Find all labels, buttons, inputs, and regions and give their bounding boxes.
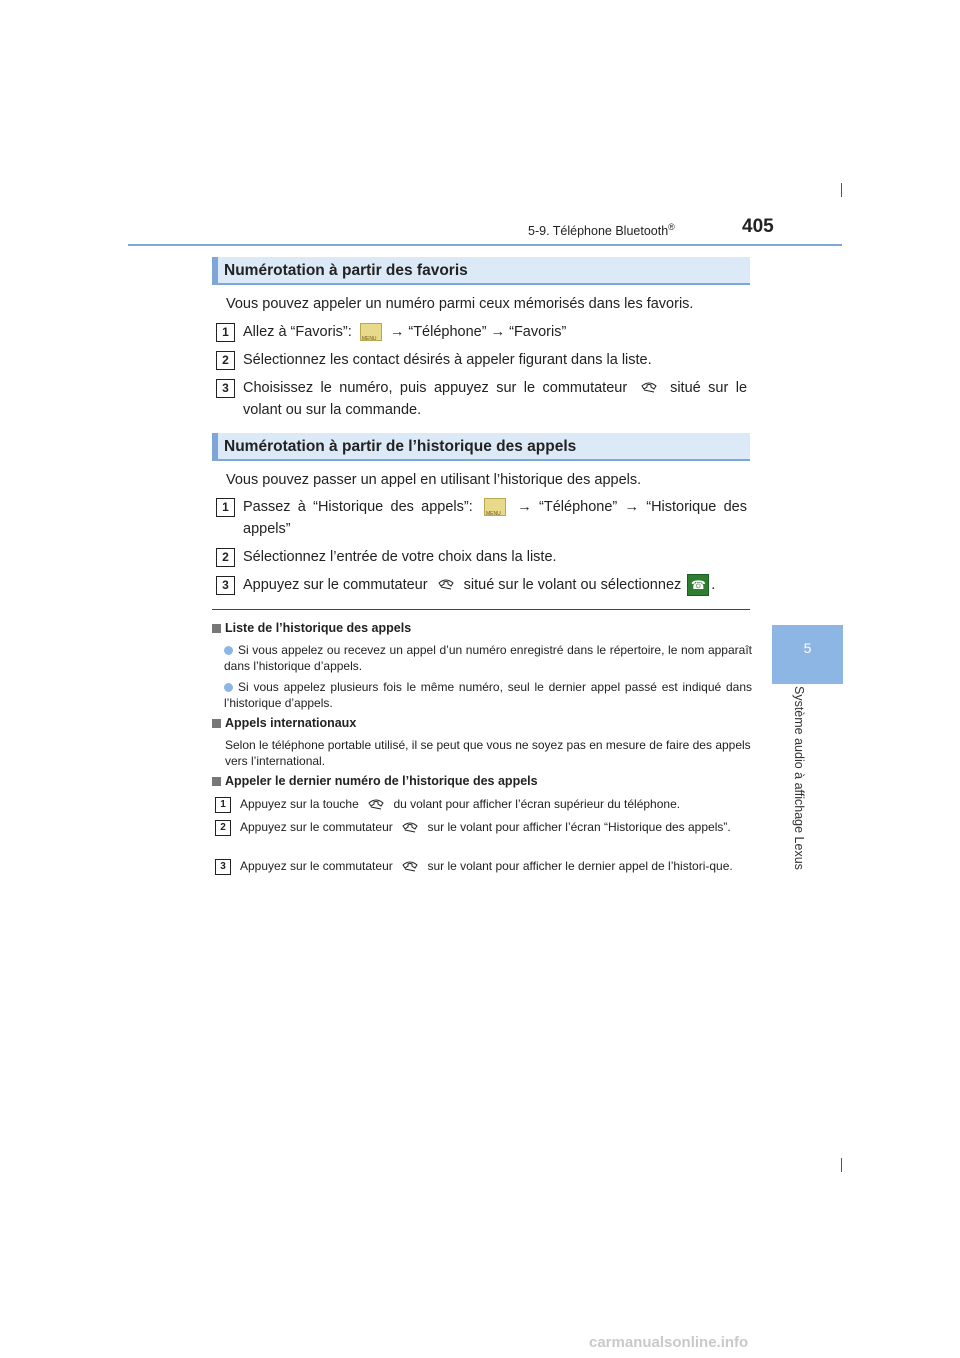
header-rule — [128, 244, 842, 246]
bullet-icon — [224, 683, 233, 692]
step-text: Appuyez sur la touche du volant pour afficher l’écran supérieur du téléphone. — [240, 797, 681, 811]
note-paragraph: Selon le téléphone portable utilisé, il se peut que vous ne soyez pas en mesure de faire des appels vers l’international. — [225, 738, 751, 768]
step-text: Choisissez le numéro, puis appuyez sur le commutateur situé sur le volant ou sur la commande. — [243, 380, 748, 418]
crop-mark-bottom — [841, 1158, 842, 1172]
step-text: Sélectionnez les contact désirés à appeler figurant dans la liste. — [243, 352, 652, 368]
step-number: 3 — [216, 379, 235, 398]
section-heading: Numérotation à partir de l’historique des appels — [212, 433, 750, 461]
note-bullet: Si vous appelez plusieurs fois le même numéro, seul le dernier appel passé est indiqué dans l’historique d’appels. — [224, 680, 752, 710]
step-text: Sélectionnez l’entrée de votre choix dans la liste. — [243, 549, 557, 565]
square-bullet-icon — [212, 777, 221, 786]
step-number: 2 — [216, 548, 235, 567]
note-heading: Appels internationaux — [212, 716, 356, 730]
step-number: 3 — [215, 859, 231, 875]
section-intro: Vous pouvez appeler un numéro parmi ceux mémorisés dans les favoris. — [226, 296, 694, 312]
notes-divider — [212, 609, 750, 610]
section-heading-bar — [212, 433, 218, 461]
watermark: carmanualsonline.info — [589, 1334, 749, 1351]
note-heading: Appeler le dernier numéro de l’historique des appels — [212, 774, 538, 788]
phone-switch-icon — [641, 382, 657, 394]
chapter-title: 5-9. Téléphone Bluetooth® — [528, 222, 675, 239]
step-text: Appuyez sur le commutateur sur le volant pour afficher l’écran “Historique des appels”. — [240, 820, 731, 834]
step-text: Passez à “Historique des appels”: MENU → “Téléphone” → “Historique des appels” — [243, 496, 747, 540]
call-button-icon: ☎ — [687, 574, 709, 596]
step-text: Appuyez sur le commutateur situé sur le volant ou sélectionnez ☎ . — [243, 574, 747, 596]
step-number: 2 — [215, 820, 231, 836]
step-number: 2 — [216, 351, 235, 370]
side-tab-number: 5 — [803, 640, 812, 656]
phone-switch-icon — [402, 822, 418, 834]
menu-icon — [484, 498, 506, 516]
menu-icon — [360, 323, 382, 341]
step-text: Allez à “Favoris”: MENU → “Téléphone” → “Favoris” — [243, 321, 747, 343]
phone-switch-icon — [368, 799, 384, 811]
square-bullet-icon — [212, 624, 221, 633]
step-number: 1 — [216, 498, 235, 517]
page-number: 405 — [742, 216, 774, 237]
side-tab-label: Système audio à affichage Lexus — [792, 686, 806, 870]
section-intro: Vous pouvez passer un appel en utilisant l’historique des appels. — [226, 472, 642, 488]
step-number: 1 — [215, 797, 231, 813]
bullet-icon — [224, 646, 233, 655]
step-number: 3 — [216, 576, 235, 595]
phone-switch-icon — [402, 861, 418, 873]
section-heading-bar — [212, 257, 218, 285]
square-bullet-icon — [212, 719, 221, 728]
note-bullet: Si vous appelez ou recevez un appel d’un numéro enregistré dans le répertoire, le nom apparaît dans l’historique d’appels. — [224, 643, 752, 673]
section-heading: Numérotation à partir des favoris — [212, 257, 750, 285]
note-heading: Liste de l’historique des appels — [212, 621, 411, 635]
crop-mark-top — [841, 183, 842, 197]
phone-switch-icon — [438, 579, 454, 591]
step-text: Appuyez sur le commutateur sur le volant pour afficher le dernier appel de l’histori-que. — [240, 859, 733, 873]
step-number: 1 — [216, 323, 235, 342]
